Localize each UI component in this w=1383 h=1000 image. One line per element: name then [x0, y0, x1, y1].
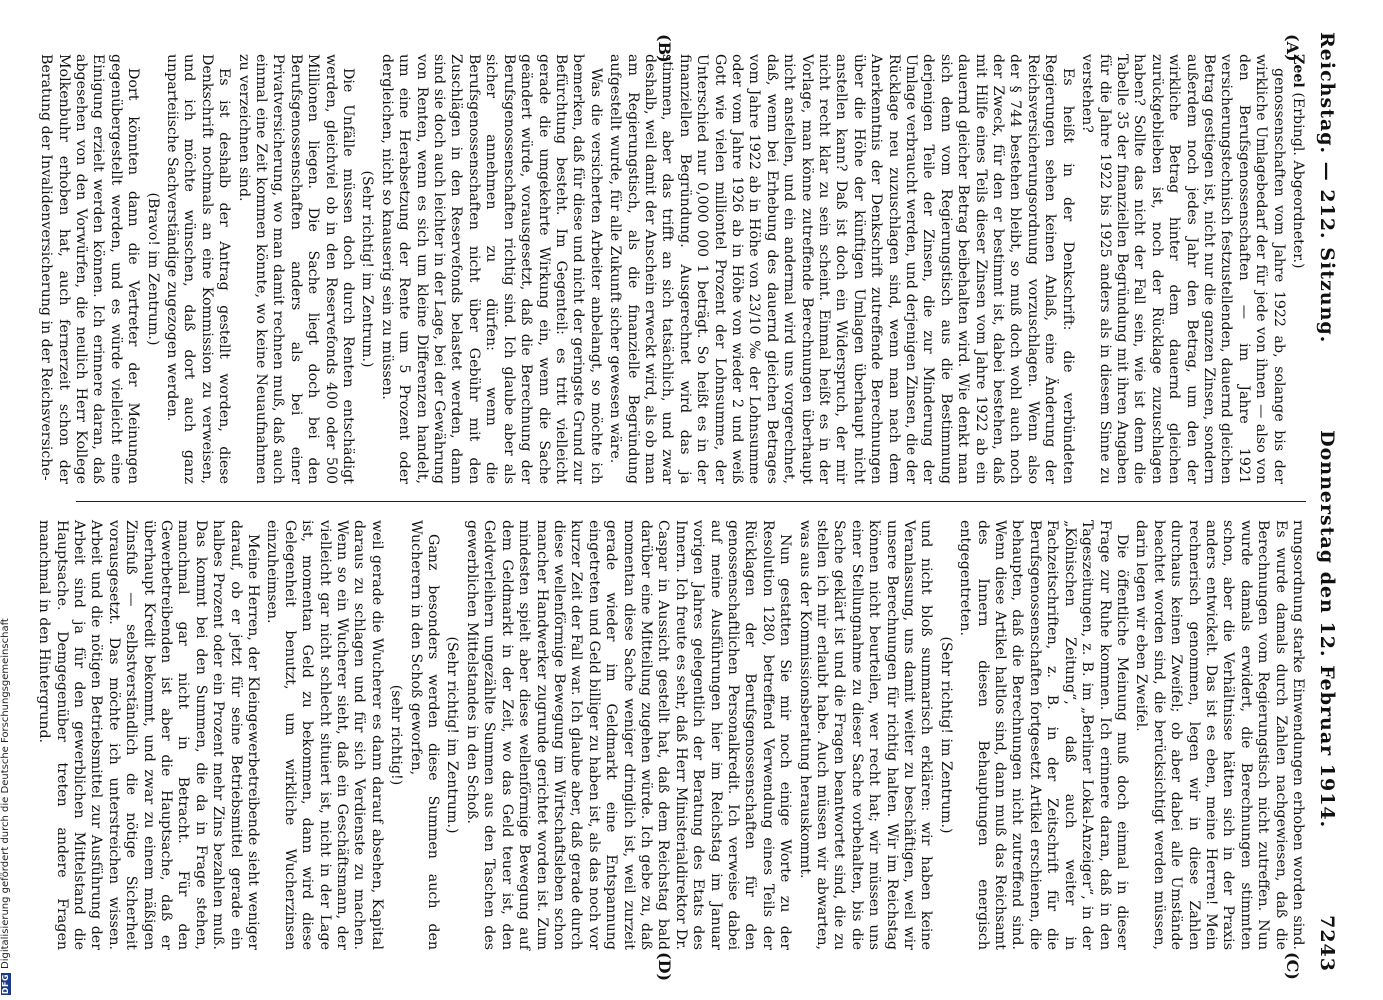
footer-text: Digitalisierung gefördert durch die Deutsche Forschungsgemeinschaft	[0, 618, 11, 969]
paragraph: Es heißt in der Denkschrift: die verbündeten Regierungen sehen keinen Anlaß, eine Änderung der Reichsversicherungsordnung vorzuschlagen. Wenn also der § 744 bestehen bleibt, so muß doch wohl auch noch der Zweck, für den er bestimmt ist, dabei bestehen, daß mit Hilfe eines Teils dieser Zinsen vom Jahre 1922 ab ein dauernd gleicher Betrag beibehalten wird. Wie denkt man sich denn vom Regierungstisch aus die Bestimmung derjenigen Teile der Zinsen, die zur Minderung der Umlage verbraucht werden, und derjenigen Zinsen, die der Rücklage neu zuzuschlagen sind, wenn man nach dem Anerkenntnis der Denkschrift zutreffende Berechnungen über die Höhe der künftigen Umlagen überhaupt nicht anstellen kann? Daß ist doch ein Widerspruch, der mir nicht recht klar zu sein scheint. Einmal heißt es in der Vorlage, man könne zutreffende Berechnungen überhaupt nicht anstellen, und ein andermal wird uns vorgerechnet, daß, wenn bei Erhebung des dauernd gleichen Betrages vom Jahre 1922 ab in Höhe von 23/10 ‰ der Lohnsumme oder vom Jahre 1926 ab in Höhe von wieder 2 und weiß Gott wie vielen milliontel Prozent der Lohnsumme, der Unterschied nur 0,000 000 1 beträgt. So heißt es in der finanziellen Begründung. Ausgerechnet wird das ja stimmen, aber das trifft an sich tatsächlich, und zwar deshalb, weil damit der Anschein erweckt wird, als ob man am Regierungstisch, als die finanzielle Begründung aufgestellt wurde, für alle Zukunft sicher gewesen wäre.	[607, 54, 1076, 484]
right-column	[36, 520, 1306, 950]
speaker-name: Zeel	[1290, 54, 1306, 88]
speaker-line	[1289, 54, 1306, 484]
paragraph: weil gerade die Wucherer es dann darauf absehen, Kapital daraus zu schlagen und für sich Verdienste zu machen. Wenn so ein Wucherer sieht, daß ein Geschäftsmann, der vielleicht gar nicht schlecht situiert ist, nicht in der Lage ist, momentan Geld zu bekommen, dann wird diese Gelegenheit benutzt, um wirkliche Wucherzinsen einzuheimsen.	[264, 520, 385, 950]
header-date: Donnerstag den 12. Februar 1914.	[1316, 430, 1338, 829]
scanned-page	[36, 32, 1342, 982]
paragraph: rungsordnung starke Einwendungen erhoben worden sind. Es wurde damals durch Zahlen nachgewiesen, daß die Berechnungen vom Regierungstisch nicht zutreffen. Nun wurde damals erwidert, die Berechnungen stimmten schon, aber die Verhältnisse hätten sich in der Praxis anders entwickelt. Das ist es eben, meine Herren! Mein rechnerisch genommen, legen wir in diese Zahlen durchaus keinen Zweifel; ob aber dabei alle Umstände beachtet worden sind, die berücksichtigt werden müssen, darin legen wir eben Zweifel.	[1133, 520, 1306, 950]
paragraph: Die Unfälle müssen doch durch Renten entschädigt werden, gleichviel ob in den Reservefonds 400 oder 500 Millionen liegen. Die Sache liegt doch bei den Berufsgenossenschaften anders als bei einer Privatversicherung, wo man damit rechnen muß, daß auch einmal eine Zeit kommen könnte, wo keine Neuaufnahmen zu verzeichnen sind.	[235, 54, 357, 484]
column-divider	[76, 501, 1306, 502]
page-header	[1312, 32, 1342, 972]
interjection: (Bravo! im Zentrum.)	[144, 192, 161, 346]
interjection: (Sehr richtig! im Zentrum.)	[937, 636, 954, 834]
paragraph: genossenschaften vom Jahre 1922 ab, solange bis der wirkliche Umlagebedarf der für jede von ihnen — also von den Berufsgenossenschaften — im Jahre 1921 versicherungstechnisch festzustellenden, dauernd gleichen Betrag gestiegen ist, nicht nur die ganzen Zinsen, sondern außerdem noch jedes Jahr den Betrag, um den der wirkliche Betrag hinter dem dauernd gleichen zurückgeblieben ist, noch der Rücklage zuzuschlagen haben? Sollte das nicht der Fall sein, wie ist denn die Tabelle 35 der finanziellen Begründung mit ihren Angaben für die Jahre 1922 bis 1925 anders als in diesem Sinne zu verstehen?	[1079, 54, 1287, 484]
speaker-note: (Erbingl. Abgeordneter.)	[1290, 92, 1306, 269]
interjection: (Sehr richtig! im Zentrum.)	[359, 170, 376, 368]
interjection: (sehr richtig!)	[388, 684, 405, 786]
paragraph: Die öffentliche Meinung muß doch einmal in dieser Frage zur Ruhe kommen. Ich erinnere daran, daß in den Tageszeitungen, z. B. im „Berliner Lokal-Anzeiger“, in der „Kölnischen Zeitung“, daß auch weiter in Fachzeitschriften, z. B. in der Zeitschrift für die Berufsgenossenschaften fortgesetzt Artikel erschienen, die behaupten, daß die Berechnungen nicht zutreffend sind. Wenn diese Artikel haltlos sind, dann muß das Reichsamt des Innern diesen Behauptungen energisch entgegentreten.	[957, 520, 1130, 950]
paragraph: Was die versicherten Arbeiter anbelangt, so möchte ich bemerken, daß für diese und nicht der geringste Grund zur Befürchtung besteht. Im Gegenteil: es tritt vielleicht gerade die umgekehrte Wirkung ein, wenn die Sache geändert würde, vorausgesetzt, daß die Berechnung der Berufsgenossenschaften richtig sind. Ich glaube aber als sicher annehmen zu dürfen: wenn die Berufsgenossenschaften nicht über Gebühr mit den Zuschlägen in den Reservefonds belastet werden, dann sind sie doch auch leichter in der Lage, bei der Gewährung von Renten, wenn es sich um kleine Differenzen handelt, um eine Herabsetzung der Rente um 5 Prozent oder dergleichen, nicht so knauserig sein zu müssen.	[378, 54, 604, 484]
digitization-footer	[0, 595, 12, 995]
paragraph: Ganz besonders werden diese Summen auch den Wucherern in den Schoß geworfen,	[407, 520, 442, 950]
margin-mark-d: (D)	[655, 952, 674, 982]
paragraph: und nicht bloß summarisch erklären: wir haben keine Veranlassung, uns damit weiter zu beschäftigen, weil wir unsere Berechnungen für richtig halten. Wir im Reichstag können nicht beurteilen, wer recht hat; wir müssen uns einer Stellungnahme zu dieser Sache vorbehalten, bis die Sache geklärt ist und die Fragen beantwortet sind, die zu stellen ich mir erlaubt habe. Auch müssen wir abwarten, was aus der Kommissionsberatung herauskommt.	[796, 520, 935, 950]
paragraph: Es ist deshalb der Antrag gestellt worden, diese Denkschrift nochmals an eine Kommission zu verweisen, und ich möchte wünschen, daß dort auch ganz unparteiische Sachverständige zugezogen werden.	[164, 54, 233, 484]
interjection: (Sehr richtig! im Zentrum.)	[444, 636, 461, 834]
margin-mark-a: (A)	[1283, 34, 1302, 62]
paragraph: Nun gestatten Sie mir noch einige Worte zu der Resolution 1280, betreffend Verwendung eines Teils der Rücklagen der Berufsgenossenschaften für den genossenschaftlichen Personalkredit. Ich verweise dabei auf meine Ausführungen hier im Reichstag im Januar vorigen Jahres gelegentlich der Beratung des Etats des Innern. Ich freute es sehr, daß Herr Ministerialdirektor Dr. Caspar in Aussicht gestellt hat, daß dem Reichstag bald darüber eine Mitteilung zugehen würde. Ich gebe zu, daß momentan diese Sache weniger dringlich ist, weil zurzeit gerade wieder im Geldmarkt eine Entspannung eingetreten und Geld billiger zu haben ist, als das noch vor kurzer Zeit der Fall war. Ich glaube aber, daß gerade durch diese wellenförmige Bewegung im Wirtschaftsleben schon mancher Handwerker zugrunde gerichtet worden ist. Zum mindesten spielt aber diese wellenförmige Bewegung auf dem Geldmarkt in der Zeit, wo das Geld teuer ist, den Geldverleihern ungezählte Summen aus den Taschen des gewerblichen Mittelstandes in den Schoß.	[463, 520, 794, 950]
header-left: Reichstag. — 212. Sitzung.	[1316, 32, 1338, 344]
paragraph: Dort könnten dann die Vertreter der Meinungen gegenübergestellt werden, und es würde vielleicht eine Einigung erzielt werden können. Ich erinnere daran, daß abgesehen von den Vorwürfen, die neulich Herr Kollege Molkenbuhr erhoben hat, auch fernerzeit schon der Beratung der Invalidenversicherung in der Reichsversiche-	[38, 54, 142, 484]
page-number: 7243	[1316, 915, 1338, 972]
dfg-logo: DFG	[1, 973, 10, 995]
paragraph: Meine Herren, der Kleingewerbetreibende sieht weniger darauf, ob er jetzt für seine Betriebsmittel gerade ein halbes Prozent oder ein Prozent mehr Zins bezahlen muß. Das kommt bei den Summen, die da in Frage stehen, manchmal gar nicht in Betracht. Für den Gewerbetreibenden ist aber die Hauptsache, daß er überhaupt Kredit bekommt, und zwar zu einem mäßigen Zinsfuß — selbstverständlich die nötige Sicherheit vorausgesetzt. Das möchte ich unterstreichen wissen. Arbeit und die nötigen Betriebsmittel zur Ausführung der Arbeit sind ja für den gewerblichen Mittelstand die Hauptsache. Demgegenüber treten andere Fragen manchmal in den Hintergrund.	[36, 520, 262, 950]
left-column	[38, 54, 1306, 484]
margin-mark-c: (C)	[1283, 952, 1302, 980]
margin-mark-b: (B)	[655, 34, 674, 63]
